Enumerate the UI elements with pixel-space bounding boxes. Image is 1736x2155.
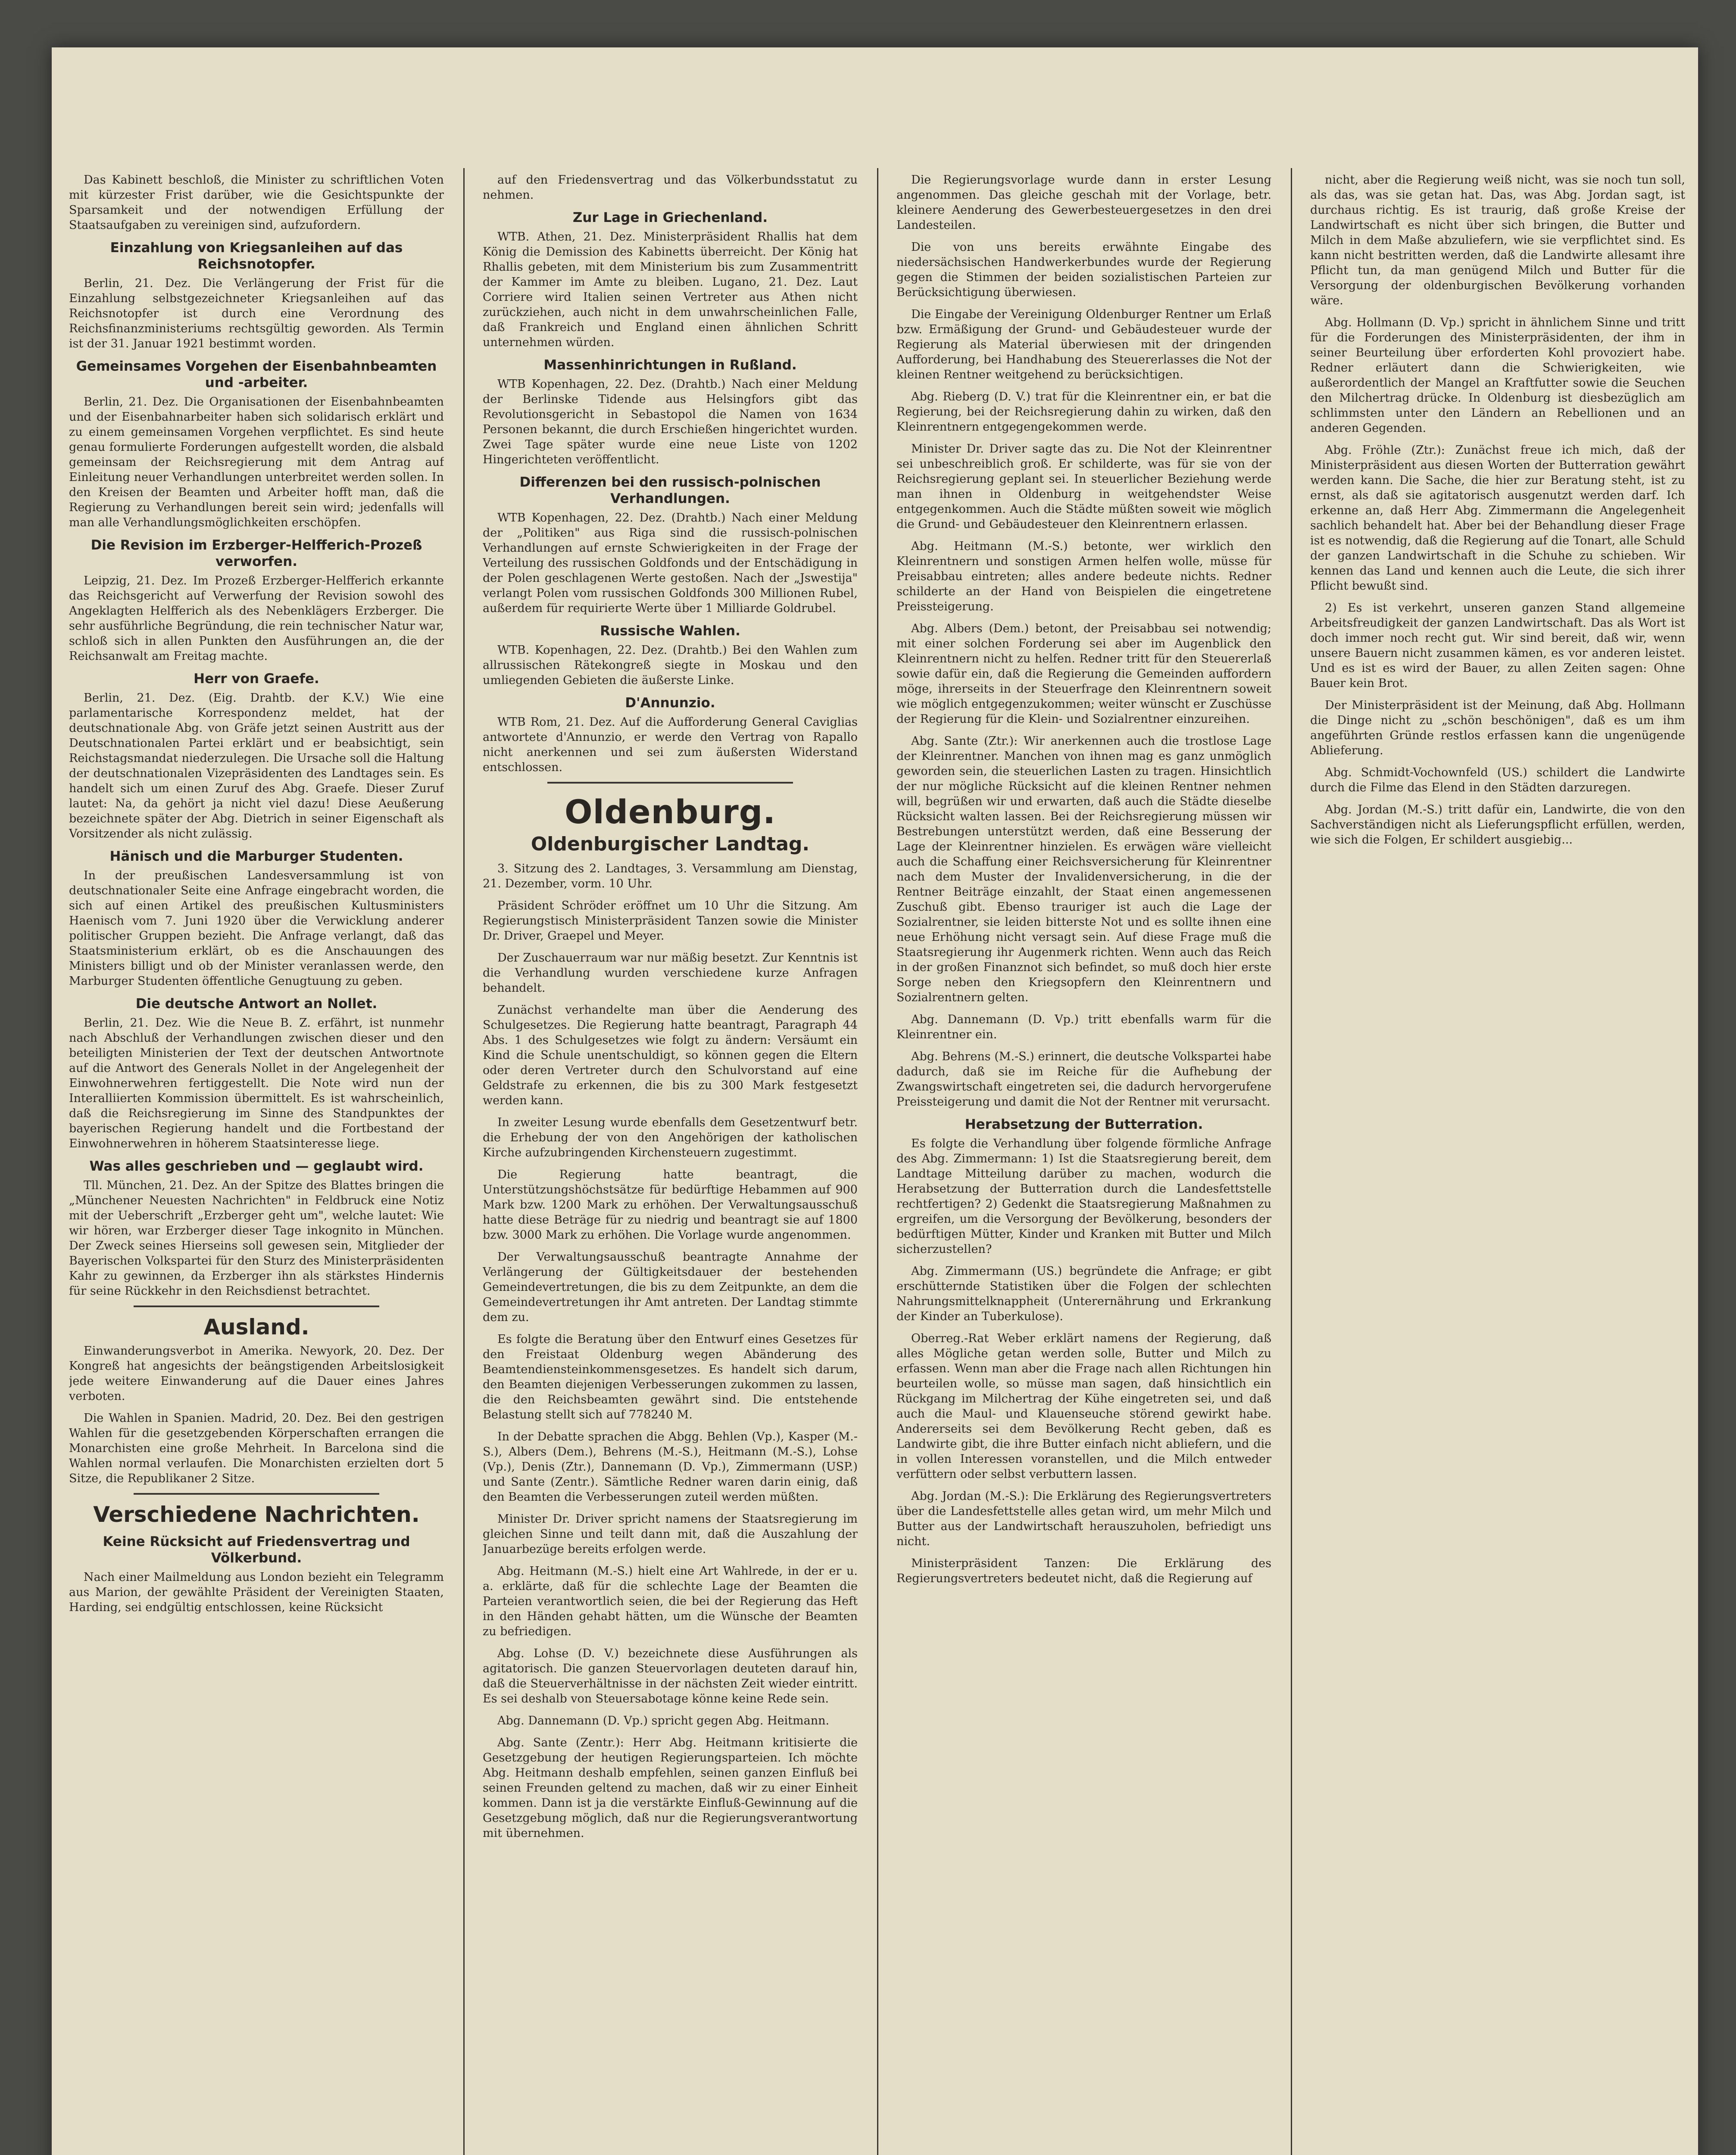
article-text: Abg. Albers (Dem.) betont, der Preisabbau sei notwendig; mit einer solchen Forderung sei aber im Augenblick den Kleinrentnern nicht zu helfen. Redner tritt für den Steuererlaß sowie dafür ein, daß die Regierung die Gemeinden auffordern möge, ihrerseits in der Steuerfrage den Kleinrentnern soweit wie möglich entgegenzukommen; weiter wünscht er Zuschüsse der Regierung für die Klein- und Sozialrentner einzureihen. [896, 622, 1271, 726]
column-rule [877, 168, 878, 2155]
article-text: Berlin, 21. Dez. Die Organisationen der Eisenbahnbeamten und der Eisenbahnarbeiter haben sich solidarisch erklärt und zu einem gemeinsamen Vorgehen verpflichtet. Es sind heute genau formulierte Forderungen aufgestellt worden, die alsbald gemeinsam der Reichsregierung mit dem Antrag auf Einleitung neuer Verhandlungen unterbreitet werden sollen. In den Kreisen der Beamten und Arbeiter hofft man, daß die Regierung zu Verhandlungen bereit sein wird; jedenfalls will man alle Verhandlungsmöglichkeiten erschöpfen. [69, 395, 444, 529]
headline: Die Revision im Erzberger-Helfferich-Prozeß verworfen. [91, 537, 422, 569]
article-text: Die Regierungsvorlage wurde dann in erster Lesung angenommen. Das gleiche geschah mit der Vorlage, betr. kleinere Aenderung des Gewerbesteuergesetzes in den drei Landesteilen. [896, 173, 1271, 232]
article-text: Leipzig, 21. Dez. Im Prozeß Erzberger-Helfferich erkannte das Reichsgericht auf Verwerfung der Revision sowohl des Angeklagten Helfferich als des Nebenklägers Erzberger. Die sehr ausführliche Begründung, die rein technischer Natur war, schloß sich in allen Punkten den Ausführungen an, die der Reichsanwalt am Freitag machte. [69, 574, 444, 663]
article-text: WTB Kopenhagen, 22. Dez. (Drahtb.) Nach einer Meldung der „Politiken" aus Riga sind die russisch-polnischen Verhandlungen auf ernste Schwierigkeiten in der Frage der Verteilung des russischen Goldfonds und der Entschädigung in der Polen geschlagenen Werte gestoßen. Nach der „Jswestija" verlangt Polen vom russischen Goldfonds 300 Millionen Rubel, außerdem für requirierte Werte über 1 Milliarde Goldrubel. [483, 511, 858, 615]
article-text: Die Eingabe der Vereinigung Oldenburger Rentner um Erlaß bzw. Ermäßigung der Grund- und Gebäudesteuer wurde der Regierung als Material überwiesen mit der dringenden Aufforderung, bei Handhabung des Steuererlasses die Not der kleinen Rentner weitgehend zu berücksichtigen. [896, 308, 1271, 381]
article-text: Nach einer Mailmeldung aus London bezieht ein Telegramm aus Marion, der gewählte Präsident der Vereinigten Staaten, Harding, sei endgültig entschlossen, keine Rücksicht [69, 1571, 444, 1614]
section-divider [547, 782, 793, 784]
headline: D'Annunzio. [625, 695, 715, 711]
article-text: Abg. Sante (Ztr.): Wir anerkennen auch die trostlose Lage der Kleinrentner. Manchen von ihnen mag es ganz unmöglich geworden sein, die steuerlichen Lasten zu tragen. Hinsichtlich der nur mögliche Rücksicht auf die kleinen Rentner nehmen will, begrüßen wir und erwarten, daß auch die Städte dieselbe Rücksicht walten lassen. Bei der Reichsregierung müssen wir Bestrebungen unterstützt werden, daß eine Besserung der Lage der Kleinrentner hinzielen. Es erwägen wäre vielleicht auch die Schaffung einer Reichsversicherung für Kleinrentner nach dem Muster der Invalidenversicherung, in die der Rentner Beiträge einzahlt, der Staat einen angemessenen Zuschuß gibt. Ebenso trauriger ist auch die Lage der Sozialrentner, sie leiden bitterste Not und es sollte ihnen eine neue Erhöhung nicht versagt sein. Auf diese Frage muß die Staatsregierung ihr Augenmerk richten. Wenn auch das Reich in der großen Finanznot sich befindet, so muß doch hier erste Sorge neben den Kriegsopfern den Kleinrentnern und Sozialrentnern gelten. [896, 734, 1271, 1004]
article-text: Abg. Heitmann (M.-S.) betonte, wer wirklich den Kleinrentnern und sonstigen Armen helfen wolle, müsse für Preisabbau eintreten; alles andere bedeute nichts. Redner schilderte an der Hand von Beispielen die eingetretene Preissteigerung. [896, 540, 1271, 613]
article-text: Die Regierung hatte beantragt, die Unterstützungshöchstsätze für bedürftige Hebammen auf 900 Mark bzw. 1200 Mark zu erhöhen. Der Verwaltungsausschuß hatte diese Beträge für zu niedrig und beantragt sie auf 1800 bzw. 3000 Mark zu erhöhen. Die Vorlage wurde angenommen. [483, 1168, 858, 1242]
article-text: WTB. Athen, 21. Dez. Ministerpräsident Rhallis hat dem König die Demission des Kabinetts überreicht. Der König hat Rhallis gebeten, mit dem Ministerium bis zum Zusammentritt der Kammer im Amte zu bleiben. Lugano, 21. Dez. Laut Corriere wird Italien seinen Vertreter aus Athen nicht zurückziehen, auch nicht in dem unwahrscheinlichen Falle, daß Frankreich und England einen ähnlichen Schritt unternehmen würden. [483, 230, 858, 349]
article-text: Oberreg.-Rat Weber erklärt namens der Regierung, daß alles Mögliche getan werden solle, Butter und Milch zu erfassen. Wenn man aber die Frage nach allen Richtungen hin beurteilen wolle, so müsse man sagen, daß hinsichtlich ein Rückgang im Milchertrag der Kühe eingetreten sei, und daß auch die Maul- und Klauenseuche störend gewirkt habe. Andererseits sei dem Bevölkerung Recht geben, daß es Landwirte gibt, die ihre Butter einfach nicht abliefern, und die in vollen Interessen voranstellen, und die Milch entweder verfüttern oder selbst verbuttern lassen. [896, 1332, 1271, 1481]
article-text: Ministerpräsident Tanzen: Die Erklärung des Regierungsvertreters bedeutet nicht, daß die Regierung auf [896, 1557, 1271, 1585]
column-2 [483, 172, 858, 2155]
article-text: Der Ministerpräsident ist der Meinung, daß Abg. Hollmann die Dinge nicht zu „schön beschönigen", daß es um ihm angeführten Gründe restlos erfassen kann die ungenügende Ablieferung. [1310, 699, 1685, 757]
headline: Gemeinsames Vorgehen der Eisenbahnbeamten und -arbeiter. [76, 359, 437, 390]
article-text: Berlin, 21. Dez. Die Verlängerung der Frist für die Einzahlung selbstgezeichneter Kriegsanleihen auf das Reichsnotopfer ist durch eine Verordnung des Reichsfinanzministeriums rechtsgültig geworden. Als Termin ist der 31. Januar 1921 bestimmt worden. [69, 277, 444, 350]
column-rule [463, 168, 465, 2155]
article-text: 3. Sitzung des 2. Landtages, 3. Versammlung am Dienstag, 21. Dezember, vorm. 10 Uhr. [483, 862, 858, 890]
article-text: Abg. Hollmann (D. Vp.) spricht in ähnlichem Sinne und tritt für die Forderungen des Ministerpräsidenten, der ihm in seiner Beurteilung über erforderten Kohl provoziert habe. Redner erläutert dann die Schwierigkeiten, wie außerordentlich der Mangel an Kraftfutter sowie die Seuchen den Milchertrag drücke. In Oldenburg ist diesbezüglich am schlimmsten unter den Ländern an Rebellionen und an anderen Gegenden. [1310, 316, 1685, 435]
article-text: Abg. Behrens (M.-S.) erinnert, die deutsche Volkspartei habe dadurch, daß sie im Reiche für die Aufhebung der Zwangswirtschaft eingetreten sei, die dadurch hervorgerufene Preissteigerung und damit die Not der Rentner mit verursacht. [896, 1050, 1271, 1109]
article-text: Abg. Zimmermann (US.) begründete die Anfrage; er gibt erschütternde Statistiken über die Folgen der schlechten Nahrungsmittelknappheit (Unterernährung und Erkrankung der Kinder an Tuberkulose). [896, 1265, 1271, 1323]
section-title-verschiedene: Verschiedene Nachrichten. [93, 1502, 420, 1527]
headline: Keine Rücksicht auf Friedensvertrag und Völkerbund. [103, 1534, 410, 1566]
column-4 [1310, 172, 1685, 2155]
article-text: 2) Es ist verkehrt, unseren ganzen Stand allgemeine Arbeitsfreudigkeit der ganzen Landwirtschaft. Das als Wort ist doch immer noch recht gut. Wir sind bereit, daß wir, wenn unsere Bauern nicht zusammen kämen, es vor anderen leistet. Und es ist es wird der Bauer, zu allen Zeiten sagen: Ohne Bauer kein Brot. [1310, 601, 1685, 690]
article-text: Abg. Sante (Zentr.): Herr Abg. Heitmann kritisierte die Gesetzgebung der heutigen Regierungsparteien. Ich möchte Abg. Heitmann deshalb empfehlen, seinen ganzen Einfluß bei seinen Freunden geltend zu machen, daß wir zu einer Einheit kommen. Dann ist ja die verstärkte Einfluß-Gewinnung auf die Gesetzgebung möglich, daß nur die Regierungsverantwortung mit übernehmen. [483, 1736, 858, 1840]
article-text: Abg. Dannemann (D. Vp.) tritt ebenfalls warm für die Kleinrentner ein. [896, 1013, 1271, 1041]
article-text: In der preußischen Landesversammlung ist von deutschnationaler Seite eine Anfrage eingebracht worden, die sich auf einen Artikel des preußischen Kultusministers Haenisch vom 7. Juni 1920 über die Verwicklung anderer politischer Gruppen bezieht. Die Anfrage verlangt, daß das Staatsministerium erklärt, ob es die Anschauungen des Ministers billigt und ob der Minister veranlassen werde, den Marburger Studenten öffentliche Genugtuung zu geben. [69, 869, 444, 988]
article-text: Es folgte die Verhandlung über folgende förmliche Anfrage des Abg. Zimmermann: 1) Ist die Staatsregierung bereit, dem Landtage Mitteilung darüber zu machen, wodurch die Herabsetzung der Butterration durch die Landesfettstelle rechtfertigen? 2) Gedenkt die Staatsregierung Maßnahmen zu ergreifen, um die Versorgung der Bevölkerung, besonders der bedürftigen Mütter, Kinder und Kranken mit Butter und Milch sicherzustellen? [896, 1137, 1271, 1256]
article-text: Abg. Fröhle (Ztr.): Zunächst freue ich mich, daß der Ministerpräsident aus diesen Worten der Butterration gewährt werden kann. Die Sache, die hier zur Beratung steht, ist zu ernst, als daß sie agitatorisch ausgenutzt werden darf. Ich erkenne an, daß Herr Abg. Zimmermann die Angelegenheit sachlich behandelt hat. Aber bei der Behandlung dieser Frage ist es notwendig, daß die Regierung auf die Tonart, alle Schuld der ganzen Landwirtschaft in die Schuhe zu schieben. Wir kennen das Land und kennen auch die Leute, die sich ihrer Pflicht bewußt sind. [1310, 443, 1685, 593]
article-text: Abg. Jordan (M.-S.): Die Erklärung des Regierungsvertreters über die Landesfettstelle alles getan wird, um mehr Milch und Butter aus der Landwirtschaft herauszuholen, befriedigt uns nicht. [896, 1490, 1271, 1548]
headline: Differenzen bei den russisch-polnischen Verhandlungen. [519, 475, 821, 506]
column-1 [69, 172, 444, 2155]
headline: Was alles geschrieben und — geglaubt wird. [89, 1159, 424, 1174]
article-text: Abg. Rieberg (D. V.) trat für die Kleinrentner ein, er bat die Regierung, bei der Reichsregierung dahin zu wirken, daß den Kleinrentnern entgegengekommen werde. [896, 390, 1271, 434]
headline: Zur Lage in Griechenland. [572, 210, 768, 225]
article-text: WTB. Kopenhagen, 22. Dez. (Drahtb.) Bei den Wahlen zum allrussischen Rätekongreß siegte in Moskau und den umliegenden Gebieten die äußerste Linke. [483, 643, 858, 687]
article-text: Berlin, 21. Dez. Wie die Neue B. Z. erfährt, ist nunmehr nach Abschluß der Verhandlungen zwischen dieser und den beteiligten Ministerien der Text der deutschen Antwortnote auf die Antwort des Generals Nollet in der Angelegenheit der Einwohnerwehren fertiggestellt. Die Note wird nun der Interalliierten Kommission übermittelt. Es ist wahrscheinlich, daß die Reichsregierung im Sinne des Standpunktes der bayerischen Regierung handelt und die Fortbestand der Einwohnerwehren in höherem Staatsinteresse liege. [69, 1016, 444, 1150]
article-text: Berlin, 21. Dez. (Eig. Drahtb. der K.V.) Wie eine parlamentarische Korrespondenz meldet, hat der deutschnationale Abg. von Gräfe jetzt seinen Austritt aus der Deutschnationalen Partei erklärt und er beabsichtigt, sein Reichstagsmandat niederzulegen. Die Ursache soll die Haltung der deutschnationalen Vizepräsidenten des Landtages sein. Es handelt sich um einen Zuruf des Abg. Graefe. Dieser Zuruf lautet: Na, da gehört ja nicht viel dazu! Diese Aeußerung bezeichnete später der Abg. Dietrich in seiner Eigenschaft als Vorsitzender als nicht zulässig. [69, 691, 444, 840]
article-text: In zweiter Lesung wurde ebenfalls dem Gesetzentwurf betr. die Erhebung der von den Angehörigen der katholischen Kirche aufzubringenden Kirchensteuern zugestimmt. [483, 1116, 858, 1159]
article-text: Zunächst verhandelte man über die Aenderung des Schulgesetzes. Die Regierung hatte beantragt, Paragraph 44 Abs. 1 des Schulgesetzes wie folgt zu ändern: Versäumt ein Kind die Schule unentschuldigt, so können gegen die Eltern oder deren Vertreter durch den Schulvorstand auf eine Geldstrafe zu erkennen, die bis zu 300 Mark festgesetzt werden kann. [483, 1003, 858, 1107]
article-text: WTB Kopenhagen, 22. Dez. (Drahtb.) Nach einer Meldung der Berlinske Tidende aus Helsingfors gibt das Revolutionsgericht in Sebastopol die Namen von 1634 Personen bekannt, die durch Erschießen hingerichtet wurden. Zwei Tage später wurde eine neue Liste von 1202 Hingerichteten veröffentlicht. [483, 378, 858, 466]
section-title-oldenburg: Oldenburg. [565, 793, 776, 831]
article-text: nicht, aber die Regierung weiß nicht, was sie noch tun soll, als das, was sie getan hat. Das, was Abg. Jordan sagt, ist durchaus richtig. Es ist traurig, daß große Kreise der Landwirtschaft es nicht über sich bringen, die Butter und Milch in dem Maße abzuliefern, wie sie verpflichtet sind. Es kann nicht bestritten werden, daß die Landwirte allesamt ihre Pflicht tun, da man genügend Milch und Butter für die Versorgung der oldenburgischen Bevölkerung vorhanden wäre. [1310, 173, 1685, 307]
article-text: auf den Friedensvertrag und das Völkerbundsstatut zu nehmen. [483, 173, 858, 202]
column-rule [1291, 168, 1292, 2155]
article-text: Minister Dr. Driver spricht namens der Staatsregierung im gleichen Sinne und teilt dann mit, daß die Auszahlung der Januarbezüge bereits erfolgen werde. [483, 1512, 858, 1556]
article-text: Abg. Dannemann (D. Vp.) spricht gegen Abg. Heitmann. [497, 1714, 830, 1727]
article-text: Einwanderungsverbot in Amerika. Newyork, 20. Dez. Der Kongreß hat angesichts der beängstigenden Arbeitslosigkeit jede weitere Einwanderung auf die Dauer eines Jahres verboten. [69, 1344, 444, 1403]
headline: Herabsetzung der Butterration. [965, 1117, 1203, 1132]
article-text: Das Kabinett beschloß, die Minister zu schriftlichen Voten mit kürzester Frist darüber, wie die Gesichtspunkte der Sparsamkeit und der notwendigen Erfüllung der Staatsaufgaben zu vereinigen sind, aufzufordern. [69, 173, 444, 232]
article-text: Es folgte die Beratung über den Entwurf eines Gesetzes für den Freistaat Oldenburg wegen Abänderung des Beamtendiensteinkommensgesetzes. Es handelt sich darum, den Beamten diejenigen Verbesserungen zukommen zu lassen, die den Reichsbeamten gewährt sind. Die entstehende Belastung stellt sich auf 778240 M. [483, 1333, 858, 1421]
article-text: Minister Dr. Driver sagte das zu. Die Not der Kleinrentner sei unbeschreiblich groß. Er schilderte, was für sie von der Reichsregierung geplant sei. In steuerlicher Beziehung werde man ihnen in Oldenburg in weitgehendster Weise entgegenkommen. Auch die Städte müßten soweit wie möglich die Grund- und Gebäudesteuer den Kleinrentnern erlassen. [896, 442, 1271, 531]
article-text: Tll. München, 21. Dez. An der Spitze des Blattes bringen die „Münchener Neuesten Nachrichten" in Feldbruck eine Notiz mit der Ueberschrift „Erzberger geht um", welche lautet: Wie wir hören, war Erzberger dieser Tage inkognito in München. Der Zweck seines Hierseins soll gewesen sein, Mitglieder der Bayerischen Volkspartei für den Sturz des Ministerpräsidenten Kahr zu gewinnen, da Erzberger ihn als stärkstes Hindernis für seine Rückkehr in den Reichsdienst betrachtet. [69, 1179, 444, 1298]
headline: Herr von Graefe. [194, 671, 319, 687]
headline: Einzahlung von Kriegsanleihen auf das Reichsnotopfer. [110, 240, 403, 272]
article-text: In der Debatte sprachen die Abgg. Behlen (Vp.), Kasper (M.-S.), Albers (Dem.), Behrens (M.-S.), Heitmann (M.-S.), Lohse (Vp.), Denis (Ztr.), Dannemann (D. Vp.), Zimmermann (USP.) und Sante (Zentr.). Sämtliche Redner waren darin einig, daß den Beamten die Verbesserungen zuteil werden müßten. [483, 1430, 858, 1504]
article-text: WTB Rom, 21. Dez. Auf die Aufforderung General Caviglias antwortete d'Annunzio, er werde den Vertrag von Rapallo nicht anerkennen und sei zum äußersten Widerstand entschlossen. [483, 715, 858, 774]
top-margin [52, 47, 1698, 155]
headline: Massenhinrichtungen in Rußland. [543, 357, 797, 373]
section-subtitle-landtag: Oldenburgischer Landtag. [531, 833, 810, 855]
section-divider [134, 1493, 379, 1495]
article-text: Abg. Lohse (D. V.) bezeichnete diese Ausführungen als agitatorisch. Die ganzen Steuervorlagen deuteten darauf hin, daß die Steuerverhältnisse in der nächsten Zeit wieder eintritt. Es sei deshalb von Steuersabotage könne keine Rede sein. [483, 1647, 858, 1705]
article-text: Abg. Schmidt-Vochownfeld (US.) schildert die Landwirte durch die Filme das Elend in den Städten darzuregen. [1310, 766, 1685, 794]
newspaper-page [52, 47, 1698, 2155]
headline: Hänisch und die Marburger Studenten. [109, 849, 403, 864]
headline: Die deutsche Antwort an Nollet. [135, 996, 378, 1012]
article-text: Der Verwaltungsausschuß beantragte Annahme der Verlängerung der Gültigkeitsdauer der bestehenden Gemeindevertretungen, die bis zu dem Zeitpunkte, an dem die Gemeindevertretungen ihr Amt antreten. Der Landtag stimmte dem zu. [483, 1250, 858, 1324]
article-text: Der Zuschauerraum war nur mäßig besetzt. Zur Kenntnis ist die Verhandlung wurden verschiedene kurze Anfragen behandelt. [483, 951, 858, 995]
article-text: Abg. Jordan (M.-S.) tritt dafür ein, Landwirte, die von den Sachverständigen nicht als Lieferungspflicht erfüllen, werden, wie sich die Folgen, Er schildert ausgiebig... [1310, 803, 1685, 846]
article-text: Die Wahlen in Spanien. Madrid, 20. Dez. Bei den gestrigen Wahlen für die gesetzgebenden Körperschaften errangen die Monarchisten eine große Mehrheit. In Barcelona sind die Wahlen normal verlaufen. Die Monarchisten erzielten dort 5 Sitze, die Republikaner 2 Sitze. [69, 1412, 444, 1485]
section-title-ausland: Ausland. [203, 1315, 309, 1340]
section-divider [134, 1305, 379, 1307]
headline: Russische Wahlen. [600, 623, 740, 639]
article-text: Die von uns bereits erwähnte Eingabe des niedersächsischen Handwerkerbundes wurde der Regierung gegen die Stimmen der beiden sozialistischen Parteien zur Berücksichtigung überwiesen. [896, 240, 1271, 299]
article-text: Abg. Heitmann (M.-S.) hielt eine Art Wahlrede, in der er u. a. erklärte, daß für die schlechte Lage der Beamten die Parteien verantwortlich seien, die bei der Regierung das Heft in den Händen gehabt hätten, um die Wünsche der Beamten zu befriedigen. [483, 1565, 858, 1638]
column-3 [896, 172, 1271, 2155]
article-text: Präsident Schröder eröffnet um 10 Uhr die Sitzung. Am Regierungstisch Ministerpräsident Tanzen sowie die Minister Dr. Driver, Graepel und Meyer. [483, 899, 858, 943]
